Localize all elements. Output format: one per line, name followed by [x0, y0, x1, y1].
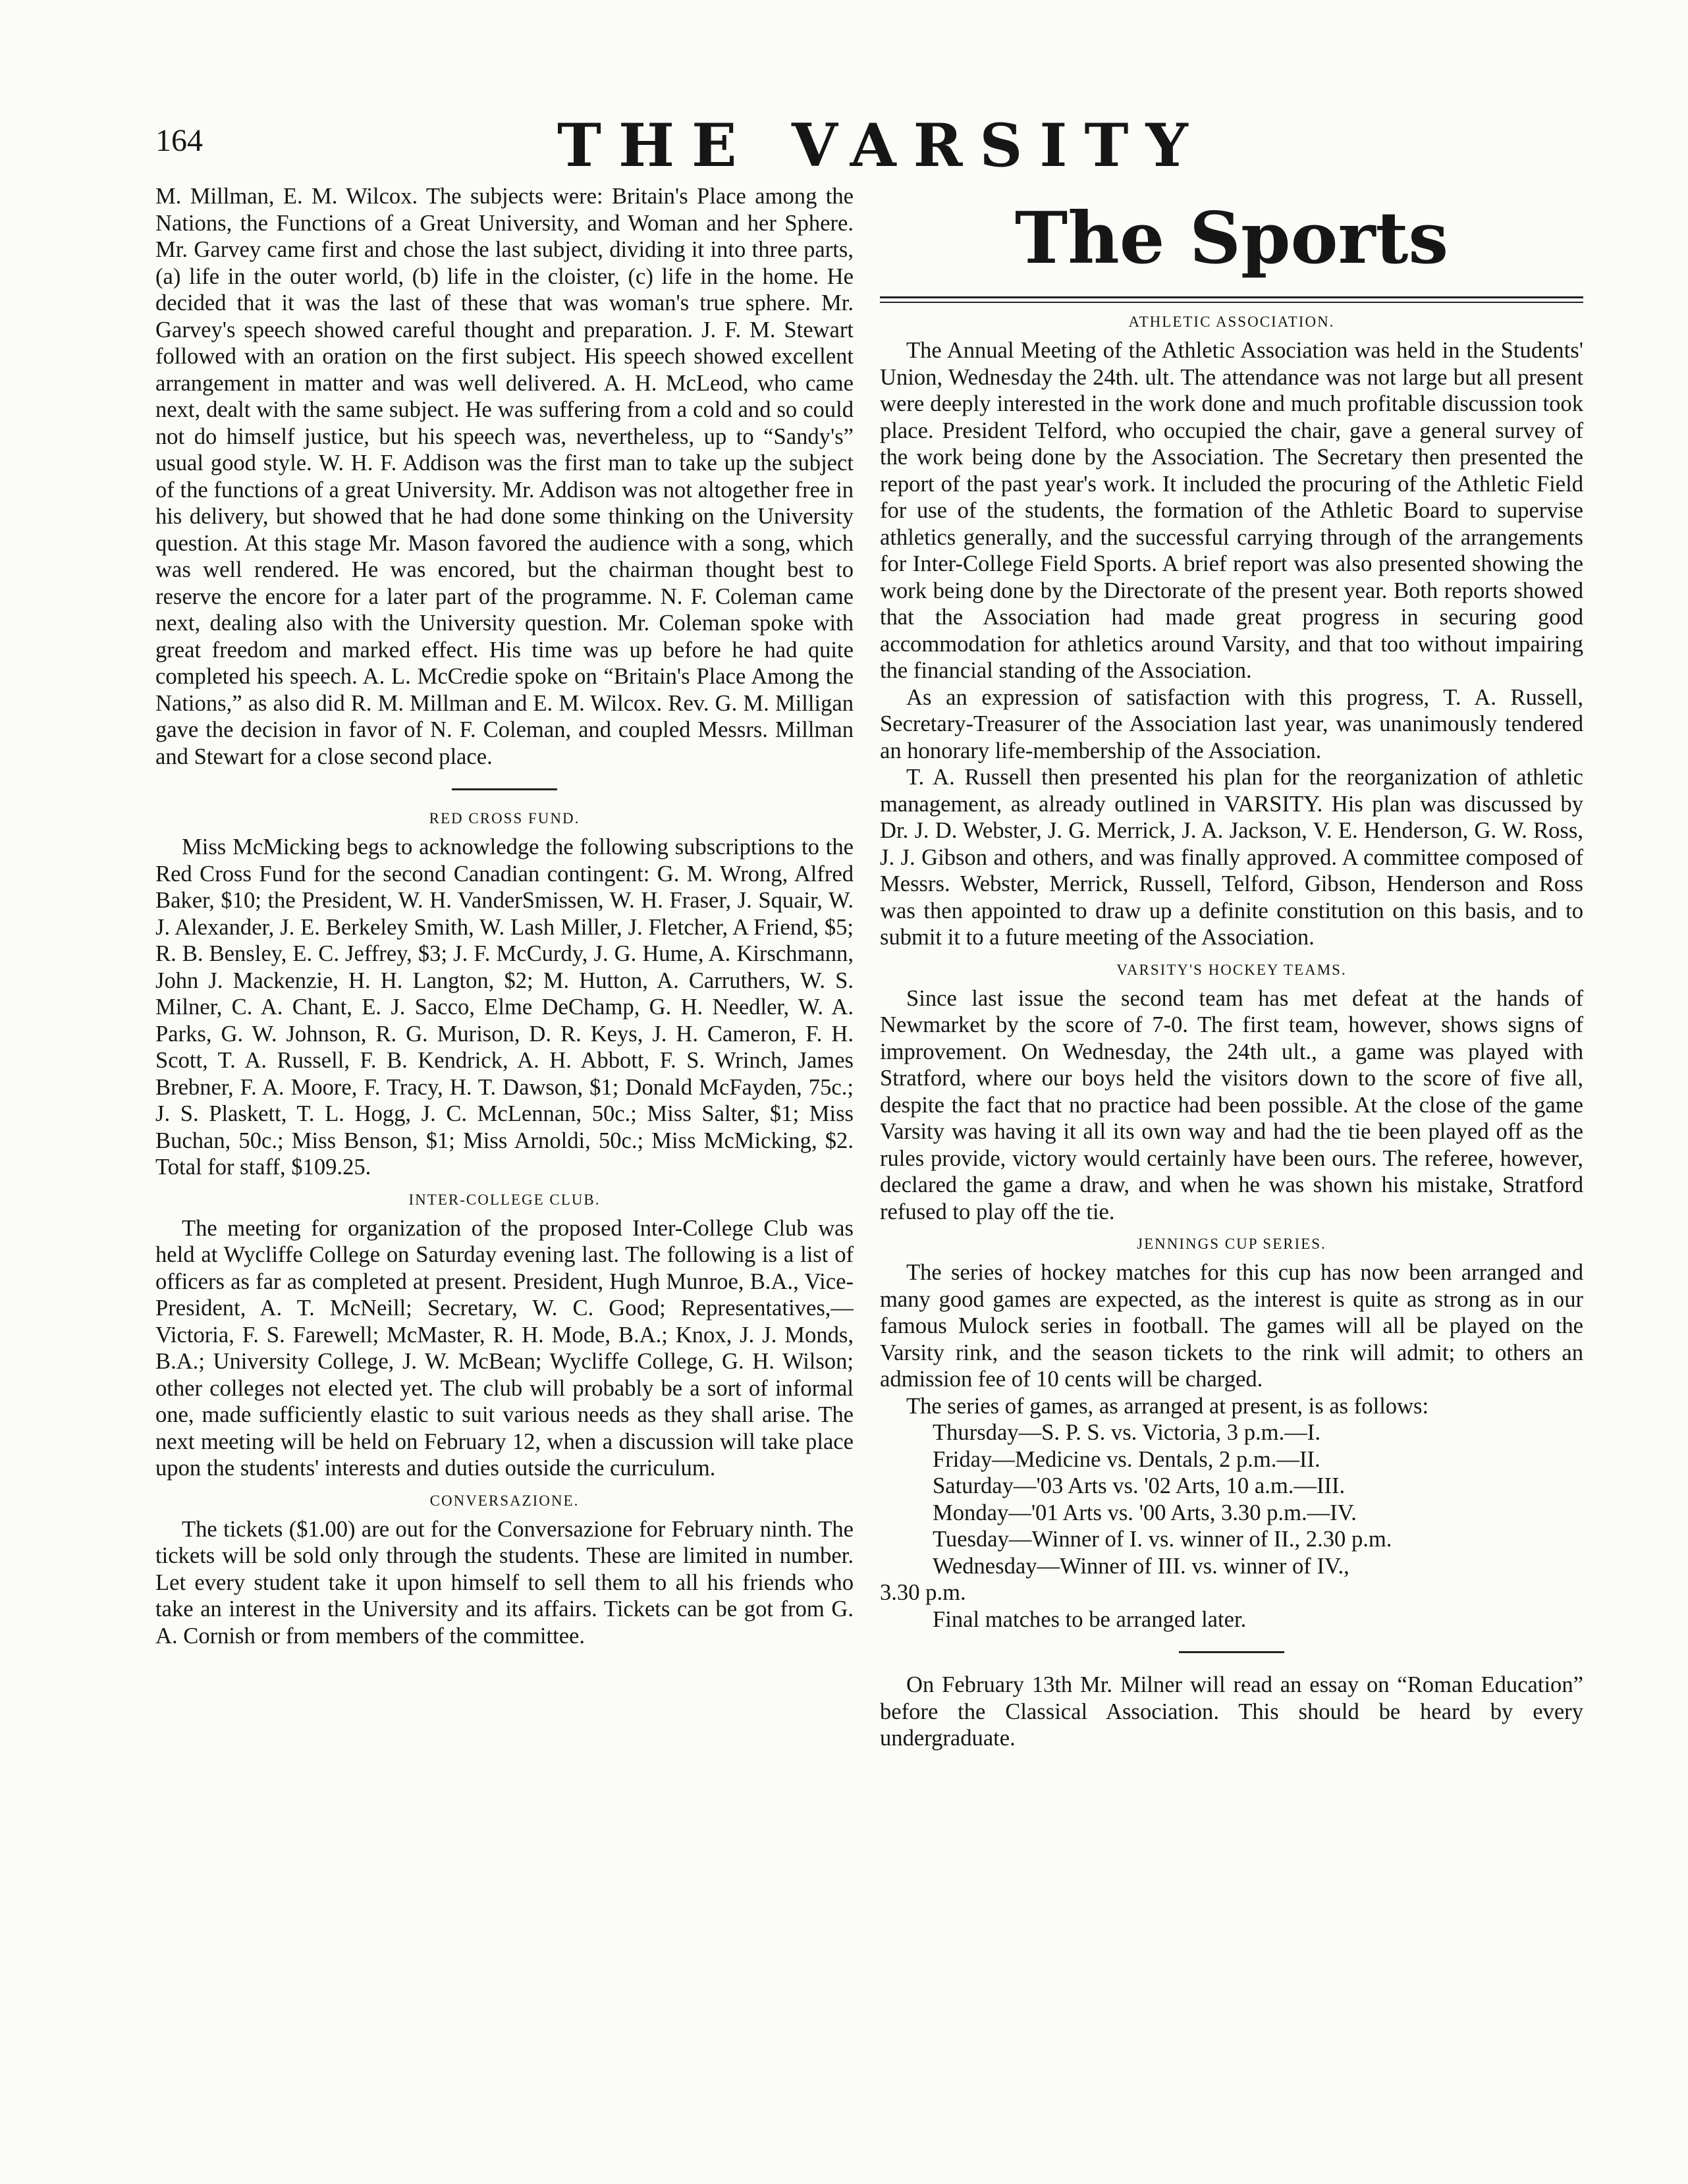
section-divider: [1179, 1651, 1284, 1653]
schedule-item: Tuesday—Winner of I. vs. winner of II., 2.30 p.m.: [933, 1527, 1392, 1552]
masthead: [155, 111, 1538, 180]
left-column: [155, 183, 854, 1649]
athletic-paragraph-1: The Annual Meeting of the Athletic Association was held in the Students' Union, Wednesday the 24th. ult. The attendance was not large but all present were deeply interested in the work done and much profitable discussion took place. President Telford, who occupied the chair, gave a general survey of the work being done by the Association. The Secretary then presented the report of the past year's work. It included the procuring of the Athletic Field for use of the students, the formation of the Athletic Board to supervise athletics generally, and the successful carrying through of the arrangements for Inter-College Field Sports. A brief report was also presented showing the work being done by the Directorate of the present year. Both reports showed that the Association had made great progress in securing good accommodation for athletics around Varsity, and that too without impairing the financial standing of the Association.: [880, 338, 1583, 683]
athletic-paragraph-2: As an expression of satisfaction with this progress, T. A. Russell, Secretary-Treasurer of the Association last year, was unanimously tendered an honorary life-membership of the Association.: [880, 684, 1583, 763]
schedule-item: Friday—Medicine vs. Dentals, 2 p.m.—II.: [933, 1446, 1320, 1472]
milner-notice: On February 13th Mr. Milner will read an essay on “Roman Education” before the Classical Association. This should be heard by every undergraduate.: [880, 1672, 1583, 1751]
schedule-item-continuation: 3.30 p.m.: [880, 1580, 966, 1605]
inter-college-text: The meeting for organization of the proposed Inter-College Club was held at Wycliffe College on Saturday evening last. The following is a list of officers as far as completed at present. President, Hugh Munroe, B.A., Vice-President, A. T. McNeill; Secretary, W. C. Good; Representatives,—Victoria, F. S. Farewell; McMaster, R. H. Mode, B.A.; Knox, J. J. Monds, B.A.; University College, J. W. McBean; Wycliffe College, G. H. Wilson; other colleges not elected yet. The club will probably be a sort of informal one, made sufficiently elastic to suit various needs as they shall arise. The next meeting will be held on February 12, when a discussion will take place upon the students' interests and duties outside the curriculum.: [155, 1215, 854, 1481]
schedule-item: Thursday—S. P. S. vs. Victoria, 3 p.m.—I.: [933, 1420, 1320, 1445]
red-cross-text: Miss McMicking begs to acknowledge the following subscriptions to the Red Cross Fund for the second Canadian contingent: G. M. Wrong, Alfred Baker, $10; the President, W. H. VanderSmissen, W. H. Fraser, J. Squair, W. J. Alexander, J. E. Berkeley Smith, W. Lash Miller, J. Fletcher, A Friend, $5; R. B. Bensley, E. C. Jeffrey, $3; J. F. McCurdy, J. G. Hume, A. Kirschmann, John J. Mackenzie, H. H. Langton, $2; M. Hutton, A. Carruthers, W. S. Milner, C. A. Chant, E. J. Sacco, Elme DeChamp, G. H. Needler, W. A. Parks, G. W. Johnson, R. G. Murison, D. R. Keys, J. H. Cameron, F. H. Scott, T. A. Russell, F. B. Kendrick, A. H. Abbott, F. S. Wrinch, James Brebner, F. A. Moore, F. Tracy, H. T. Dawson, $1; Donald McFayden, 75c.; J. S. Plaskett, T. L. Hogg, J. C. McLennan, 50c.; Miss Salter, $1; Miss Buchan, 50c.; Miss Benson, $1; Miss Arnoldi, 50c.; Miss McMicking, $2. Total for staff, $109.25.: [155, 834, 854, 1180]
hockey-text: Since last issue the second team has met defeat at the hands of Newmarket by the score of 7-0. The first team, however, shows signs of improvement. On Wednesday, the 24th ult., a game was played with Stratford, where our boys held the visitors down to the score of five all, despite the fact that no practice had been possible. At the close of the game Varsity was having it all its own way and had the tie been played off as the rules provide, victory would certainly have been ours. The referee, however, declared the game a draw, and when he was shown his mistake, Stratford refused to play off the tie.: [880, 985, 1583, 1224]
hockey-heading: VARSITY'S HOCKEY TEAMS.: [1116, 961, 1347, 978]
conversazione-heading: CONVERSAZIONE.: [429, 1492, 580, 1509]
red-cross-heading: RED CROSS FUND.: [429, 810, 580, 827]
debate-paragraph: M. Millman, E. M. Wilcox. The subjects were: Britain's Place among the Nations, the Functions of a Great University, and Woman and her Sphere. Mr. Garvey came first and chose the last subject, dividing it into three parts, (a) life in the outer world, (b) life in the cloister, (c) life in the home. He decided that it was the last of these that was woman's true sphere. Mr. Garvey's speech showed careful thought and preparation. J. F. M. Stewart followed with an oration on the first subject. His speech showed excellent arrangement in matter and was well delivered. A. H. McLeod, who came next, dealt with the same subject. He was suffering from a cold and so could not do himself justice, but his speech was, nevertheless, up to “Sandy's” usual good style. W. H. F. Addison was the first man to take up the subject of the functions of a great University. Mr. Addison was not altogether free in his delivery, but showed that he had done some thinking on the University question. At this stage Mr. Mason favored the audience with a song, which was well rendered. He was encored, but the chairman thought best to reserve the encore for a later part of the programme. N. F. Coleman came next, dealing also with the University question. Mr. Coleman spoke with great freedom and marked effect. His time was up before he had quite completed his speech. A. L. McCredie spoke on “Britain's Place Among the Nations,” as also did R. M. Millman and E. M. Wilcox. Rev. G. M. Milligan gave the decision in favor of N. F. Coleman, and coupled Messrs. Millman and Stewart for a close second place.: [155, 184, 854, 769]
inter-college-heading: INTER-COLLEGE CLUB.: [408, 1191, 601, 1208]
athletic-heading: ATHLETIC ASSOCIATION.: [1128, 314, 1335, 330]
schedule-item: Saturday—'03 Arts vs. '02 Arts, 10 a.m.—III.: [933, 1473, 1346, 1498]
final-matches-note: Final matches to be arranged later.: [933, 1606, 1247, 1632]
jennings-paragraph-1: The series of hockey matches for this cup has now been arranged and many good games are expected, as the interest is quite as strong as in our famous Mulock series in football. The games will all be played on the Varsity rink, and the season tickets to the rink will admit; to others an admission fee of 10 cents will be charged.: [880, 1260, 1583, 1392]
paper-title: THE VARSITY: [557, 111, 1205, 180]
section-divider: [452, 788, 557, 790]
page-number: 164: [155, 123, 203, 158]
sports-heading: The Sports: [1014, 197, 1449, 280]
jennings-paragraph-2: The series of games, as arranged at present, is as follows:: [906, 1393, 1429, 1419]
schedule-item: Wednesday—Winner of III. vs. winner of IV.,: [933, 1553, 1349, 1579]
athletic-paragraph-3: T. A. Russell then presented his plan for the reorganization of athletic management, as already outlined in VARSITY. His plan was discussed by Dr. J. D. Webster, J. G. Merrick, J. A. Jackson, V. E. Henderson, G. W. Ross, J. J. Gibson and others, and was finally approved. A committee composed of Messrs. Webster, Merrick, Russell, Telford, Gibson, Henderson and Ross was then appointed to draw up a definite constitution on this basis, and to submit it to a future meeting of the Association.: [880, 765, 1583, 950]
conversazione-text: The tickets ($1.00) are out for the Conversazione for February ninth. The tickets will be sold only through the students. These are limited in number. Let every student take it upon himself to sell them to all his friends who take an interest in the University and its affairs. Tickets can be got from G. A. Cornish or from members of the committee.: [155, 1516, 854, 1649]
double-rule: [880, 296, 1583, 303]
jennings-heading: JENNINGS CUP SERIES.: [1137, 1236, 1326, 1252]
schedule-item: Monday—'01 Arts vs. '00 Arts, 3.30 p.m.—IV.: [933, 1500, 1357, 1525]
game-schedule: [880, 1419, 1583, 1606]
right-column: [880, 183, 1583, 1752]
